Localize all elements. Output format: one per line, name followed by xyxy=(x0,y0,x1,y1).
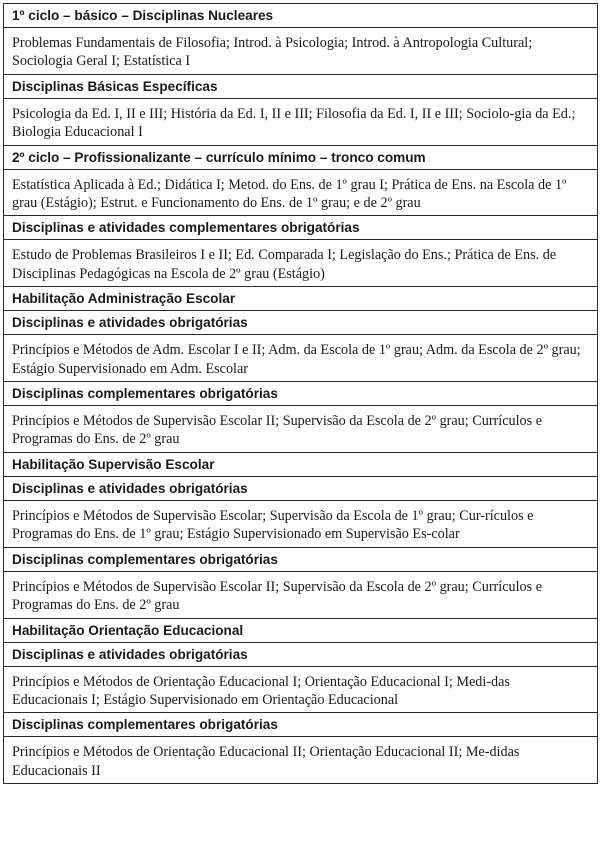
table-row xyxy=(4,500,598,547)
table-row xyxy=(4,28,598,75)
table-row xyxy=(4,571,598,618)
disciplines-list-obrigatorias-orientacao: Princípios e Métodos de Orientação Educacional I; Orientação Educacional I; Medi-das Educacionais I; Estágio Supervisionado em Orientação Educacional xyxy=(4,666,598,713)
section-heading-habilitacao-administracao: Habilitação Administração Escolar xyxy=(4,287,598,311)
table-row xyxy=(4,666,598,713)
table-row xyxy=(4,145,598,169)
disciplines-list-tronco-comum: Estatística Aplicada à Ed.; Didática I; Metod. do Ens. de 1º grau I; Prática de Ens. na Escola de 1º grau (Estágio); Estrut. e Funcionamento do Ens. de 1º grau; e de 2º grau xyxy=(4,169,598,216)
table-row xyxy=(4,335,598,382)
disciplines-list-nucleares: Problemas Fundamentais de Filosofia; Introd. à Psicologia; Introd. à Antropologia Cultural; Sociologia Geral I; Estatística I xyxy=(4,28,598,75)
table-row xyxy=(4,240,598,287)
section-heading-obrigatorias-administracao: Disciplinas e atividades obrigatórias xyxy=(4,311,598,335)
table-row xyxy=(4,169,598,216)
table-row xyxy=(4,713,598,737)
curriculum-table xyxy=(3,3,598,784)
section-heading-complementares-supervisao: Disciplinas complementares obrigatórias xyxy=(4,547,598,571)
table-row xyxy=(4,287,598,311)
section-heading-habilitacao-orientacao: Habilitação Orientação Educacional xyxy=(4,618,598,642)
table-row xyxy=(4,452,598,476)
disciplines-list-basicas-especificas: Psicologia da Ed. I, II e III; História da Ed. I, II e III; Filosofia da Ed. I, II e III; Sociolo-gia da Ed.; Biologia Educacional I xyxy=(4,98,598,145)
table-row xyxy=(4,74,598,98)
section-heading-complementares-obrigatorias-tronco: Disciplinas e atividades complementares obrigatórias xyxy=(4,216,598,240)
disciplines-list-complementares-tronco: Estudo de Problemas Brasileiros I e II; Ed. Comparada I; Legislação do Ens.; Prática de Ens. de Disciplinas Pedagógicas na Escola de 2º grau (Estágio) xyxy=(4,240,598,287)
disciplines-list-complementares-orientacao: Princípios e Métodos de Orientação Educacional II; Orientação Educacional II; Me-didas Educacionais II xyxy=(4,737,598,784)
disciplines-list-complementares-administracao: Princípios e Métodos de Supervisão Escolar II; Supervisão da Escola de 2º grau; Currículos e Programas do Ens. de 2º grau xyxy=(4,406,598,453)
table-row xyxy=(4,547,598,571)
section-heading-segundo-ciclo: 2º ciclo – Profissionalizante – currículo mínimo – tronco comum xyxy=(4,145,598,169)
table-row xyxy=(4,311,598,335)
table-row xyxy=(4,737,598,784)
disciplines-list-obrigatorias-administracao: Princípios e Métodos de Adm. Escolar I e II; Adm. da Escola de 1º grau; Adm. da Escola de 2º grau; Estágio Supervisionado em Adm. Escolar xyxy=(4,335,598,382)
section-heading-complementares-orientacao: Disciplinas complementares obrigatórias xyxy=(4,713,598,737)
section-heading-primeiro-ciclo: 1º ciclo – básico – Disciplinas Nucleares xyxy=(4,4,598,28)
section-heading-habilitacao-supervisao: Habilitação Supervisão Escolar xyxy=(4,452,598,476)
table-row xyxy=(4,406,598,453)
table-row xyxy=(4,642,598,666)
table-row xyxy=(4,4,598,28)
disciplines-list-complementares-supervisao: Princípios e Métodos de Supervisão Escolar II; Supervisão da Escola de 2º grau; Currículos e Programas do Ens. de 2º grau xyxy=(4,571,598,618)
section-heading-obrigatorias-supervisao: Disciplinas e atividades obrigatórias xyxy=(4,476,598,500)
table-row xyxy=(4,216,598,240)
section-heading-basicas-especificas: Disciplinas Básicas Específicas xyxy=(4,74,598,98)
table-row xyxy=(4,476,598,500)
section-heading-obrigatorias-orientacao: Disciplinas e atividades obrigatórias xyxy=(4,642,598,666)
table-row xyxy=(4,382,598,406)
table-row xyxy=(4,98,598,145)
section-heading-complementares-administracao: Disciplinas complementares obrigatórias xyxy=(4,382,598,406)
disciplines-list-obrigatorias-supervisao: Princípios e Métodos de Supervisão Escolar; Supervisão da Escola de 1º grau; Cur-rículos e Programas do Ens. de 1º grau; Estágio Supervisionado em Supervisão Es-colar xyxy=(4,500,598,547)
table-row xyxy=(4,618,598,642)
